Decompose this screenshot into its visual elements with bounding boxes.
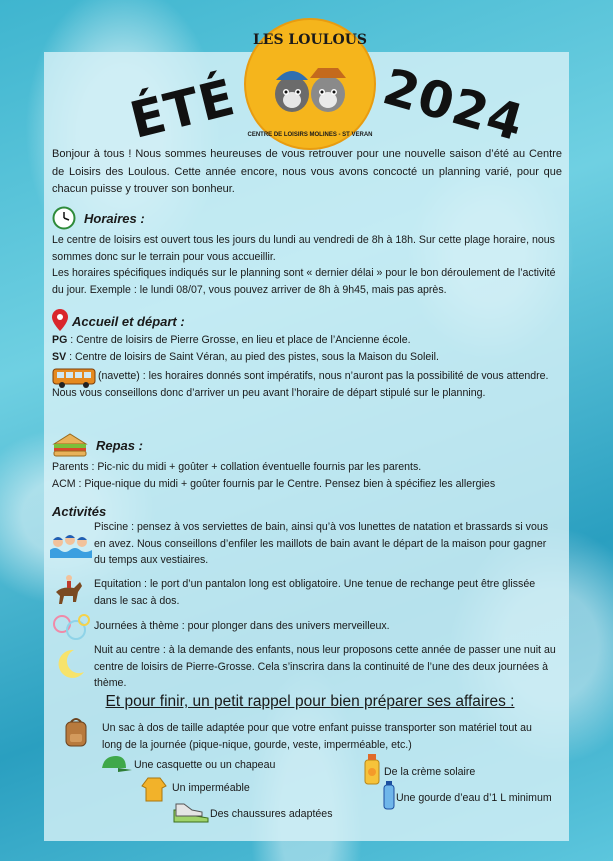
water-bottle-icon [382,780,396,810]
wolves-icon [272,54,348,124]
rappel-casquette: Une casquette ou un chapeau [134,759,276,771]
activites-heading: Activités [52,504,107,519]
pg-text: : Centre de loisirs de Pierre Grosse, en lieu et place de l’Ancienne école. [67,334,411,346]
location-pin-icon [52,309,68,331]
title-ete: ÉTÉ [124,68,241,150]
sneakers-icon [172,800,210,824]
repas-line-2: ACM : Pique-nique du midi + goûter fournis par le Centre. Pensez bien à spécifiez les allergies [52,478,496,490]
cap-icon [98,754,132,774]
activite-nuit-centre: Nuit au centre : à la demande des enfants, nous leur proposons cette année de passer une nuit au centre de loisirs de Pierre-Grosse. Cela s’inscrira dans la continuité de l’une des deux journées à thème. [94,644,556,689]
clock-icon [52,206,76,230]
raincoat-icon [140,774,168,802]
moon-icon [54,648,86,680]
rappel-impermeable: Un imperméable [172,782,250,794]
activite-piscine: Piscine : pensez à vos serviettes de bain, ainsi qu’à vos lunettes de natation et brassards si vous en avez. Nous conseillons d’enfiler les maillots de bain avant le départ de la maison pour gagner du temps aux vestiaires. [94,521,549,566]
activite-equitation: Equitation : le port d’un pantalon long est obligatoire. Une tenue de rechange peut être glissée dans le sac à dos. [94,578,536,607]
sv-text: : Centre de loisirs de Saint Véran, au pied des pistes, sous la Maison du Soleil. [66,351,439,363]
repas-heading: Repas : [96,438,143,453]
logo-title: LES LOULOUS [252,32,368,48]
theme-day-icon [52,612,92,642]
swimming-kids-icon [50,528,92,558]
repas-line-1: Parents : Pic-nic du midi + goûter + collation éventuelle fournis par les parents. [52,461,422,473]
horaires-heading: Horaires : [84,211,145,226]
logo-subtitle: CENTRE DE LOISIRS MOLINES - ST VERAN [247,132,373,138]
sandwich-icon [52,432,88,458]
title-year: 2024 [376,57,531,153]
rappel-heading: Et pour finir, un petit rappel pour bien préparer ses affaires : [105,693,515,710]
horse-rider-icon [52,574,84,608]
rappel-creme: De la crème solaire [384,766,476,778]
sv-label: SV [52,351,67,363]
logo-les-loulous [244,18,376,150]
rappel-sac: Un sac à dos de taille adaptée pour que votre enfant puisse transporter son matériel tout au long de la journée (pique-nique, gourde, veste, imperméable, etc.) [102,722,532,751]
accueil-pg [52,332,562,349]
horaires-line-1: Le centre de loisirs est ouvert tous les jours du lundi au vendredi de 8h à 18h. Sur cette plage horaire, nous sommes donc sur le terrain pour vous accueillir. [52,234,555,263]
sunscreen-icon [362,752,382,786]
rappel-chaussures: Des chaussures adaptées [210,808,333,820]
rappel-gourde: Une gourde d’eau d’1 L minimum [396,792,552,804]
intro-text: Bonjour à tous ! Nous sommes heureuses de vous retrouver pour une nouvelle saison d’été au Centre de Loisirs des Loulous. Cette année encore, nous vous avons concocté un planning varié, pour que chacun puisse y trouver son bonheur. [52,148,562,195]
accueil-heading: Accueil et départ : [72,314,185,329]
horaires-line-2: Les horaires spécifiques indiqués sur le planning sont « dernier délai » pour le bon déroulement de l’activité du jour. Exemple : le lundi 08/07, vous pouvez arriver de 8h à 9h45, mais pas après. [52,267,556,296]
activite-journees-theme: Journées à thème : pour plonger dans des univers merveilleux. [94,620,390,632]
accueil-sv [52,349,562,366]
accueil-navette: (navette) : les horaires donnés sont impératifs, nous n’auront pas la possibilité de vous attendre. Nous vous conseillons donc d’arriver un peu avant l’horaire de départ stipulé sur le planning. [52,370,549,399]
backpack-icon [62,716,90,748]
pg-label: PG [52,334,68,346]
